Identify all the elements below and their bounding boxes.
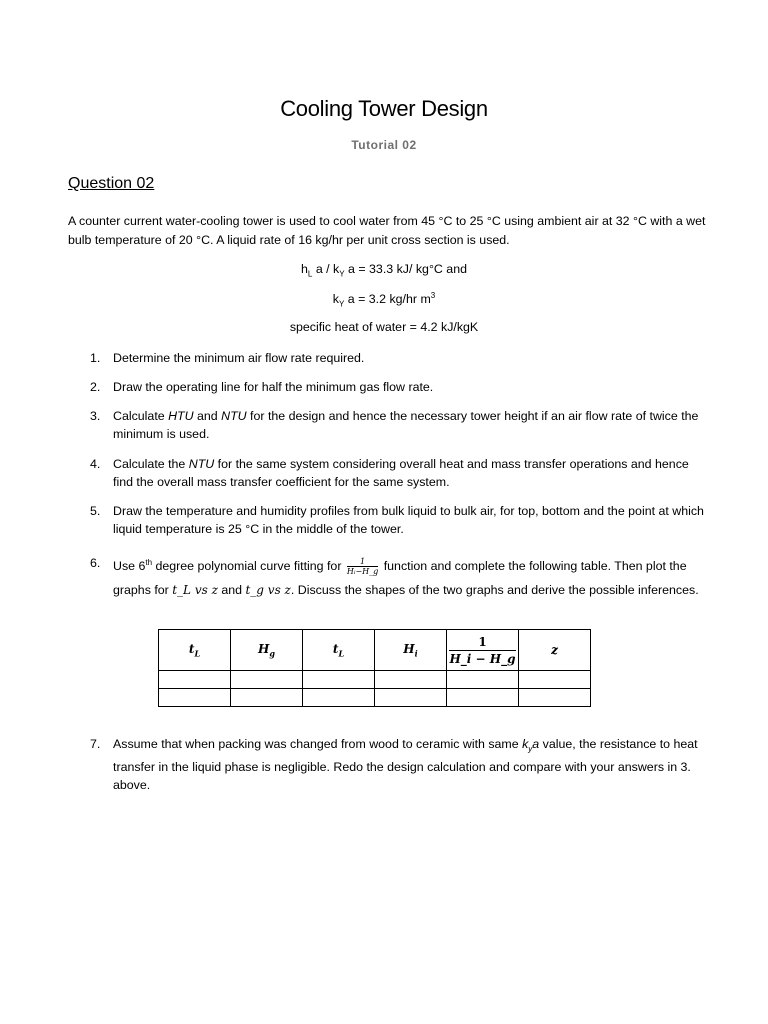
list-item: 2. Draw the operating line for half the minimum gas flow rate. bbox=[90, 380, 434, 394]
list-item: 6. Use 6th degree polynomial curve fitting for $\frac{1}{\text{Hᵢ−H\_g}}$ function and complete the following table. Then plot the graphs for t_L vs z and t_g vs z. Discuss the shapes of the two graphs and derive the possible inferences. bbox=[90, 556, 699, 598]
table-header: $t_L$ bbox=[159, 630, 231, 671]
table-cell[interactable] bbox=[447, 689, 519, 707]
page-title: Cooling Tower Design bbox=[280, 96, 488, 121]
equation-1: $h_L$ a / $k_Y$ a = 33.3 kJ/ kg°C and bbox=[301, 262, 467, 279]
fraction: $\frac{1}{\text{Hᵢ−H\_g}}$ bbox=[346, 557, 379, 577]
page-subtitle: Tutorial 02 bbox=[351, 138, 417, 152]
table-cell[interactable] bbox=[519, 689, 591, 707]
table-header: $\frac{1}{H\_i - H\_g}$ bbox=[447, 630, 519, 671]
list-item: 3. Calculate HTU and NTU for the design and hence the necessary tower height if an air flow rate of twice the minimum is used. bbox=[90, 409, 699, 441]
table-header: $H_i$ bbox=[375, 630, 447, 671]
table-cell[interactable] bbox=[159, 689, 231, 707]
list-item: 4. Calculate the NTU for the same system considering overall heat and mass transfer operations and hence find the overall mass transfer coefficient for the same system. bbox=[90, 457, 689, 489]
table-cell[interactable] bbox=[303, 689, 375, 707]
table-cell[interactable] bbox=[375, 671, 447, 689]
table-header: $t_L$ bbox=[303, 630, 375, 671]
question-heading: Question 02 bbox=[68, 175, 155, 192]
table-cell[interactable] bbox=[303, 671, 375, 689]
table-cell[interactable] bbox=[159, 671, 231, 689]
table-cell[interactable] bbox=[519, 671, 591, 689]
list-item: 7. Assume that when packing was changed from wood to ceramic with same $k_ya$ value, the resistance to heat transfer in the liquid phase is negligible. Redo the design calculation and compare with your answers in 3. above. bbox=[90, 737, 698, 793]
list-item: 5. Draw the temperature and humidity profiles from bulk liquid to bulk air, for top, bottom and the point at which liquid temperature is 25 °C in the middle of the tower. bbox=[90, 504, 704, 536]
results-table bbox=[158, 629, 591, 707]
table-cell[interactable] bbox=[447, 671, 519, 689]
equation-2: $k_Y$ a = 3.2 kg/hr $m^3$ bbox=[332, 291, 436, 309]
intro-paragraph: A counter current water-cooling tower is used to cool water from 45 °C to 25 °C using ambient air at 32 °C with a wet bulb temperature of 20 °C. A liquid rate of 16 kg/hr per unit cross section is used. bbox=[68, 214, 706, 247]
table-cell[interactable] bbox=[375, 689, 447, 707]
table-header: $H_g$ bbox=[231, 630, 303, 671]
equation-3: specific heat of water = 4.2 kJ/kgK bbox=[289, 320, 479, 334]
table-cell[interactable] bbox=[231, 689, 303, 707]
table-header: z bbox=[519, 630, 591, 671]
list-item: 1. Determine the minimum air flow rate required. bbox=[90, 351, 365, 365]
table-cell[interactable] bbox=[231, 671, 303, 689]
